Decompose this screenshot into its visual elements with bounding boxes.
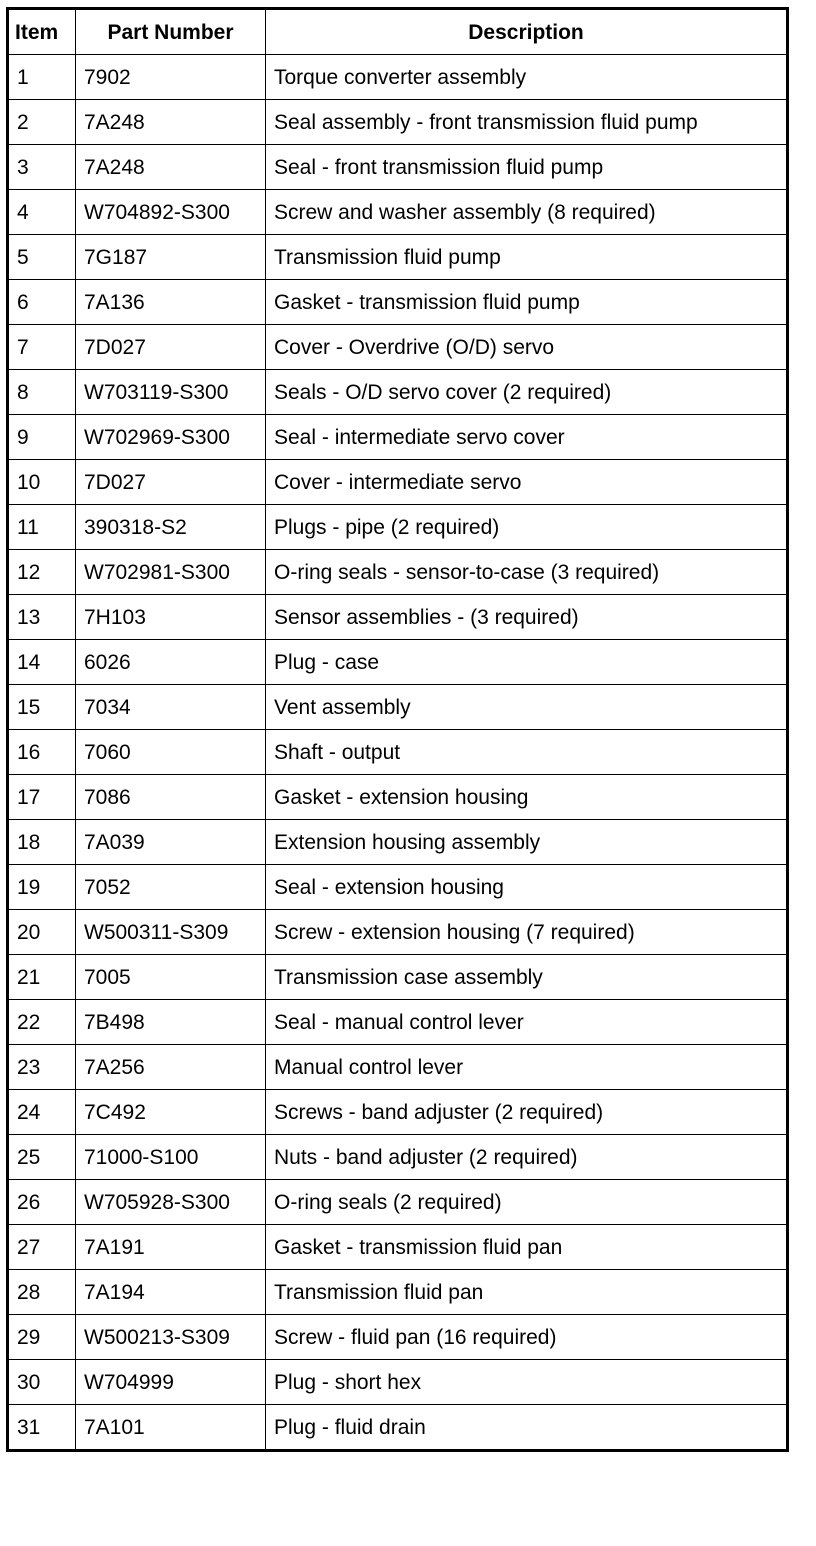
cell-item: 24 xyxy=(8,1090,76,1135)
table-row xyxy=(8,640,788,685)
table-row xyxy=(8,1360,788,1405)
table-row xyxy=(8,1225,788,1270)
cell-part-number: 7A191 xyxy=(76,1225,266,1270)
cell-item: 9 xyxy=(8,415,76,460)
cell-item: 28 xyxy=(8,1270,76,1315)
table-row xyxy=(8,685,788,730)
table-row xyxy=(8,325,788,370)
cell-part-number: 7A194 xyxy=(76,1270,266,1315)
cell-description: O-ring seals (2 required) xyxy=(266,1180,788,1225)
cell-part-number: 7A248 xyxy=(76,145,266,190)
cell-description: Seals - O/D servo cover (2 required) xyxy=(266,370,788,415)
table-row xyxy=(8,145,788,190)
table-row xyxy=(8,1405,788,1451)
cell-item: 25 xyxy=(8,1135,76,1180)
table-row xyxy=(8,730,788,775)
cell-description: Cover - intermediate servo xyxy=(266,460,788,505)
cell-part-number: 7A248 xyxy=(76,100,266,145)
cell-item: 20 xyxy=(8,910,76,955)
cell-part-number: 7902 xyxy=(76,55,266,100)
table-row xyxy=(8,370,788,415)
table-row xyxy=(8,55,788,100)
cell-description: Transmission fluid pan xyxy=(266,1270,788,1315)
cell-item: 1 xyxy=(8,55,76,100)
cell-item: 26 xyxy=(8,1180,76,1225)
cell-item: 21 xyxy=(8,955,76,1000)
table-row xyxy=(8,1315,788,1360)
parts-table-body xyxy=(8,55,788,1451)
cell-part-number: 7G187 xyxy=(76,235,266,280)
cell-item: 19 xyxy=(8,865,76,910)
cell-part-number: 7A039 xyxy=(76,820,266,865)
cell-part-number: 7086 xyxy=(76,775,266,820)
cell-item: 31 xyxy=(8,1405,76,1451)
cell-part-number: W500311-S309 xyxy=(76,910,266,955)
cell-description: Plug - short hex xyxy=(266,1360,788,1405)
cell-description: Extension housing assembly xyxy=(266,820,788,865)
cell-item: 7 xyxy=(8,325,76,370)
cell-description: Nuts - band adjuster (2 required) xyxy=(266,1135,788,1180)
cell-description: Screw - extension housing (7 required) xyxy=(266,910,788,955)
cell-item: 11 xyxy=(8,505,76,550)
cell-part-number: 7D027 xyxy=(76,325,266,370)
cell-description: Screw and washer assembly (8 required) xyxy=(266,190,788,235)
table-row xyxy=(8,1045,788,1090)
header-description: Description xyxy=(266,9,788,55)
cell-description: Seal - front transmission fluid pump xyxy=(266,145,788,190)
table-row xyxy=(8,595,788,640)
table-row xyxy=(8,910,788,955)
cell-description: Gasket - transmission fluid pump xyxy=(266,280,788,325)
cell-item: 15 xyxy=(8,685,76,730)
cell-part-number: W500213-S309 xyxy=(76,1315,266,1360)
table-row xyxy=(8,865,788,910)
cell-part-number: 7052 xyxy=(76,865,266,910)
cell-item: 29 xyxy=(8,1315,76,1360)
table-row xyxy=(8,955,788,1000)
cell-part-number: 390318-S2 xyxy=(76,505,266,550)
cell-description: Transmission fluid pump xyxy=(266,235,788,280)
table-row xyxy=(8,1270,788,1315)
table-row xyxy=(8,1135,788,1180)
cell-part-number: 7D027 xyxy=(76,460,266,505)
cell-part-number: W702981-S300 xyxy=(76,550,266,595)
cell-part-number: 7H103 xyxy=(76,595,266,640)
cell-item: 4 xyxy=(8,190,76,235)
cell-part-number: 71000-S100 xyxy=(76,1135,266,1180)
cell-description: Vent assembly xyxy=(266,685,788,730)
cell-part-number: 7005 xyxy=(76,955,266,1000)
table-row xyxy=(8,100,788,145)
table-row xyxy=(8,415,788,460)
cell-item: 3 xyxy=(8,145,76,190)
cell-description: Manual control lever xyxy=(266,1045,788,1090)
cell-item: 5 xyxy=(8,235,76,280)
cell-description: Sensor assemblies - (3 required) xyxy=(266,595,788,640)
cell-item: 27 xyxy=(8,1225,76,1270)
cell-item: 30 xyxy=(8,1360,76,1405)
cell-part-number: W705928-S300 xyxy=(76,1180,266,1225)
table-row xyxy=(8,190,788,235)
cell-item: 14 xyxy=(8,640,76,685)
table-row xyxy=(8,460,788,505)
header-item: Item xyxy=(8,9,76,55)
cell-part-number: 7060 xyxy=(76,730,266,775)
cell-description: Plug - fluid drain xyxy=(266,1405,788,1451)
cell-part-number: 7C492 xyxy=(76,1090,266,1135)
table-row xyxy=(8,1000,788,1045)
table-row xyxy=(8,775,788,820)
cell-description: Shaft - output xyxy=(266,730,788,775)
cell-item: 8 xyxy=(8,370,76,415)
cell-item: 13 xyxy=(8,595,76,640)
cell-part-number: W703119-S300 xyxy=(76,370,266,415)
cell-description: Cover - Overdrive (O/D) servo xyxy=(266,325,788,370)
cell-part-number: W704892-S300 xyxy=(76,190,266,235)
parts-table-header xyxy=(8,9,788,55)
cell-description: Plugs - pipe (2 required) xyxy=(266,505,788,550)
cell-item: 12 xyxy=(8,550,76,595)
cell-description: Torque converter assembly xyxy=(266,55,788,100)
cell-description: Transmission case assembly xyxy=(266,955,788,1000)
cell-description: Plug - case xyxy=(266,640,788,685)
parts-table xyxy=(6,7,789,1452)
cell-part-number: 7034 xyxy=(76,685,266,730)
table-row xyxy=(8,505,788,550)
cell-description: Seal - manual control lever xyxy=(266,1000,788,1045)
table-row xyxy=(8,550,788,595)
cell-part-number: W704999 xyxy=(76,1360,266,1405)
cell-description: Gasket - extension housing xyxy=(266,775,788,820)
cell-item: 2 xyxy=(8,100,76,145)
cell-part-number: 7A136 xyxy=(76,280,266,325)
cell-part-number: 6026 xyxy=(76,640,266,685)
cell-part-number: W702969-S300 xyxy=(76,415,266,460)
cell-description: Screws - band adjuster (2 required) xyxy=(266,1090,788,1135)
cell-item: 17 xyxy=(8,775,76,820)
table-row xyxy=(8,1180,788,1225)
cell-item: 10 xyxy=(8,460,76,505)
cell-item: 22 xyxy=(8,1000,76,1045)
cell-description: Seal - extension housing xyxy=(266,865,788,910)
cell-item: 6 xyxy=(8,280,76,325)
table-row xyxy=(8,235,788,280)
cell-description: Gasket - transmission fluid pan xyxy=(266,1225,788,1270)
cell-description: Screw - fluid pan (16 required) xyxy=(266,1315,788,1360)
header-row xyxy=(8,9,788,55)
cell-part-number: 7B498 xyxy=(76,1000,266,1045)
cell-item: 23 xyxy=(8,1045,76,1090)
cell-item: 18 xyxy=(8,820,76,865)
cell-part-number: 7A256 xyxy=(76,1045,266,1090)
cell-description: O-ring seals - sensor-to-case (3 required) xyxy=(266,550,788,595)
table-row xyxy=(8,1090,788,1135)
table-row xyxy=(8,280,788,325)
cell-part-number: 7A101 xyxy=(76,1405,266,1451)
cell-description: Seal assembly - front transmission fluid pump xyxy=(266,100,788,145)
table-row xyxy=(8,820,788,865)
header-part-number: Part Number xyxy=(76,9,266,55)
cell-description: Seal - intermediate servo cover xyxy=(266,415,788,460)
cell-item: 16 xyxy=(8,730,76,775)
